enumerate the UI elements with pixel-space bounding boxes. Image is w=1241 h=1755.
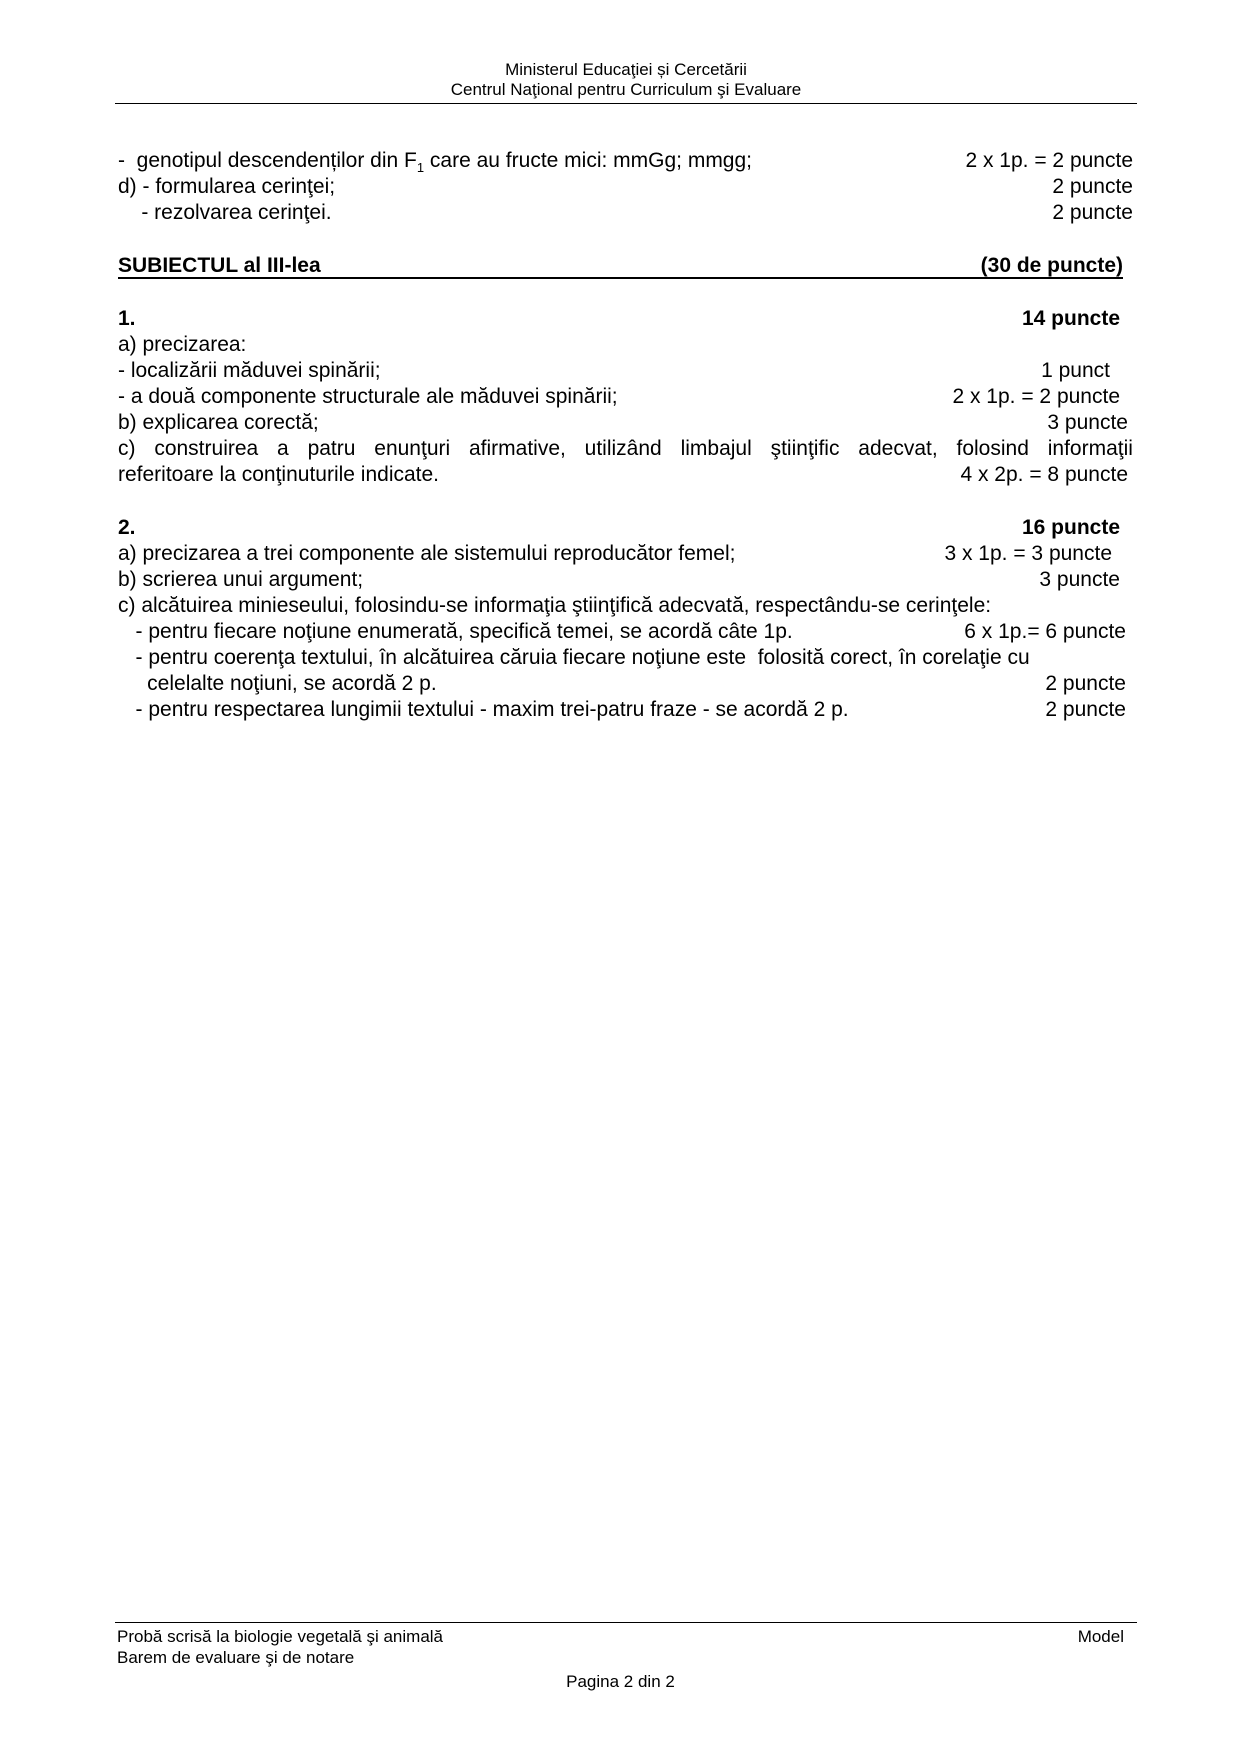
q2-points: 16 puncte [1021,516,1120,539]
q1-line-text: b) explicarea corectă; [118,411,319,434]
q1-line-text: a) precizarea: [118,333,247,356]
top-line-score: 2 x 1p. = 2 puncte [965,149,1133,172]
q1-line-text: - localizării măduvei spinării; [118,359,381,382]
q2-line-score: 2 puncte [1045,698,1126,721]
q1-c-word: afirmative, [468,437,566,460]
header-ministry: Ministerul Educaţiei și Cercetării [505,60,747,79]
q2-line-text: - pentru respectarea lungimii textului - maxim trei-patru fraze - se acordă 2 p. [118,698,849,721]
q1-number: 1. [118,307,136,330]
top-line-text: - rezolvarea cerinţei. [118,201,332,224]
footer-model-label: Model [1077,1627,1124,1646]
subscript-1: 1 [416,160,425,176]
q1-line-score: 4 x 2p. = 8 puncte [960,463,1128,486]
header-center: Centrul Naţional pentru Curriculum şi Evaluare [450,80,802,99]
top-line-text: - genotipul descendenților din F [118,149,417,172]
q2-line-text: c) alcătuirea minieseului, folosindu-se informaţia ştiinţifică adecvată, respectându-se cerinţele: [118,594,992,617]
q1-c-word: patru [307,437,356,460]
subject-points: (30 de puncte) [980,254,1123,277]
q2-line-score: 3 puncte [1039,568,1120,591]
q2-line-text: - pentru fiecare noţiune enumerată, specifică temei, se acordă câte 1p. [118,620,793,643]
q1-c-word: ştiinţific [770,437,840,460]
q1-points: 14 puncte [1021,307,1120,330]
footer-subtitle: Barem de evaluare şi de notare [117,1648,355,1667]
q2-line-text: - pentru coerenţa textului, în alcătuirea căruia fiecare noţiune este folosită corect, în corelaţie cu [118,646,1030,669]
subject-title: SUBIECTUL al III-lea [118,254,321,277]
q1-line-score: 1 punct [1041,359,1110,382]
page-number: Pagina 2 din 2 [566,1672,675,1691]
top-line-score: 2 puncte [1052,201,1133,224]
q2-number: 2. [118,516,136,539]
q2-line-text: a) precizarea a trei componente ale sistemului reproducător femel; [118,542,736,565]
footer-exam-title: Probă scrisă la biologie vegetală şi animală [117,1627,444,1646]
q1-c-word: informaţii [1047,437,1133,460]
top-line-text-rest: care au fructe mici: mmGg; mmgg; [424,149,753,172]
q1-c-word: adecvat, [858,437,938,460]
q2-line-text: celelalte noţiuni, se acordă 2 p. [118,672,437,695]
q1-c-word: construirea [154,437,259,460]
q1-c-word: utilizând [584,437,662,460]
q1-line-text: referitoare la conţinuturile indicate. [118,463,440,486]
top-line-text: d) - formularea cerinţei; [118,175,336,198]
q1-c-word: enunţuri [374,437,451,460]
q2-line-text: b) scrierea unui argument; [118,568,364,591]
q1-c-line [118,436,1133,462]
q1-line-text: - a două componente structurale ale măduvei spinării; [118,385,618,408]
q2-line-score: 2 puncte [1045,672,1126,695]
q2-line-score: 6 x 1p.= 6 puncte [964,620,1126,643]
footer-rule [115,1622,1137,1623]
q1-c-word: a [277,437,289,460]
q1-line-score: 3 puncte [1047,411,1128,434]
q1-c-word: c) [118,437,136,460]
q1-c-word: folosind [956,437,1029,460]
q1-line-score: 2 x 1p. = 2 puncte [952,385,1120,408]
header-rule [115,103,1137,104]
q2-line-score: 3 x 1p. = 3 puncte [944,542,1112,565]
subject-underline [118,277,1123,279]
q1-c-word: limbajul [680,437,752,460]
top-line-score: 2 puncte [1052,175,1133,198]
